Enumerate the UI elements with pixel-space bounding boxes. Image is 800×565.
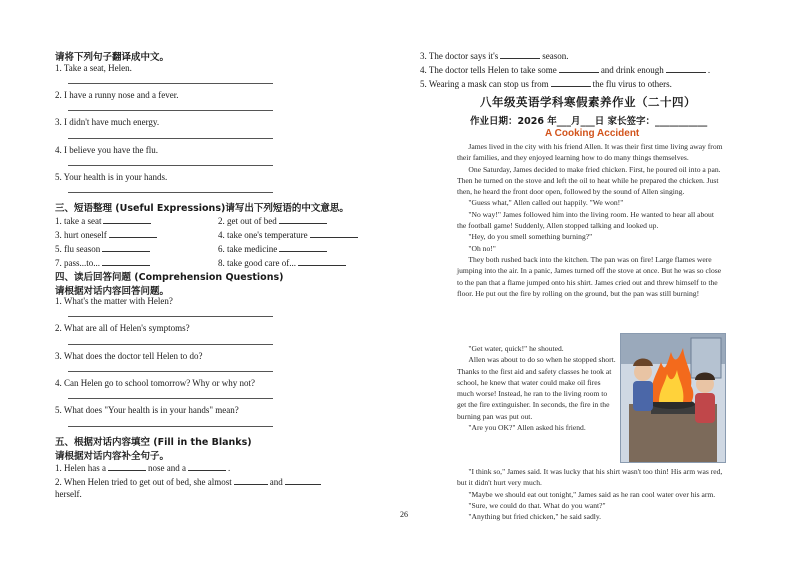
story-paragraph: One Saturday, James decided to make fried chicken. First, he poured oil into a pan. Then he turned on the stove and left the oil to heat while he prepared the chicken. Just then, he heard the front door open, followed by the sound of Allen singing. [457,164,721,197]
fill-sentence-2-cont: herself. [55,489,82,499]
sec4-question-5: 5. What does "Your health is in your hands" mean? [55,405,239,415]
sec1-item-4: 4. I believe you have the flu. [55,145,158,155]
story-title: A Cooking Accident [545,128,640,139]
story-paragraph: "Get water, quick!" he shouted. [468,344,564,353]
answer-line[interactable] [68,138,273,139]
sec1-item-1: 1. Take a seat, Helen. [55,63,132,73]
fill-sentence-4: 4. The doctor tells Helen to take some and drink enough . [420,65,711,75]
kitchen-fire-illustration [620,333,726,463]
date-signature-line: 作业日期：2026 年___月___日 家长签字：___________ [470,116,708,127]
sec1-item-2: 2. I have a runny nose and a fever. [55,90,179,100]
fill-sentence-1: 1. Helen has a nose and a . [55,463,231,473]
story-text-top [457,141,725,299]
story-paragraph: "Anything but fried chicken," he said sadly. [468,512,602,522]
answer-line[interactable] [68,83,273,84]
answer-line[interactable] [68,316,273,317]
story-paragraph: "No way!" James followed him into the living room. He wanted to hear all about the football game! Suddenly, Allen stopped talking and looked up. [457,209,714,231]
phrase-1: 1. take a seat [55,214,153,226]
fill-sentence-3: 3. The doctor says it's season. [420,51,569,61]
story-paragraph: James lived in the city with his friend Allen. It was their first time living away from their families, and they enjoyed learning how to do many things themselves. [457,142,723,163]
answer-line[interactable] [68,192,273,193]
answer-line[interactable] [68,426,273,427]
sec1-title: 请将下列句子翻译成中文。 [55,52,170,63]
story-text-bottom [457,466,725,522]
fill-blank[interactable] [559,63,599,73]
sec4-question-1: 1. What's the matter with Helen? [55,296,173,306]
phrase-8: 8. take good care of... [218,256,348,268]
answer-line[interactable] [68,344,273,345]
story-paragraph: Allen was about to do so when he stopped short. Thanks to the first aid and safety classes he took at school, he knew that water could make oil fires much worse! Instead, he ran to the living room to get the fire extinguisher. In seconds, the fire in the burning pan was put out. [457,355,616,421]
sec1-item-5: 5. Your health is in your hands. [55,172,168,182]
story-paragraph: "Sure, we could do that. What do you want?" [468,500,606,510]
sec4-title: 四、读后回答问题 (Comprehension Questions) [55,272,284,283]
sec3-title: 三、短语整理 (Useful Expressions)请写出下列短语的中文意思。 [55,203,349,214]
story-paragraph: "Guess what," Allen called out happily. "We won!" [468,198,624,208]
sec5-subtitle: 请根据对话内容补全句子。 [55,451,170,462]
phrase-5: 5. flu season [55,242,152,254]
sec5-title: 五、根据对话内容填空 (Fill in the Blanks) [55,437,252,448]
fire-scene-icon [621,334,725,462]
story-text-mid [457,343,617,433]
answer-line[interactable] [68,165,273,166]
story-paragraph: "Are you OK?" Allen asked his friend. [468,423,586,433]
sec4-question-3: 3. What does the doctor tell Helen to do? [55,351,203,361]
sec4-question-2: 2. What are all of Helen's symptoms? [55,323,190,333]
sec4-question-4: 4. Can Helen go to school tomorrow? Why or why not? [55,378,256,388]
fill-blank[interactable] [500,49,540,59]
phrase-2: 2. get out of bed [218,214,329,226]
story-paragraph: They both rushed back into the kitchen. The pan was on fire! Large flames were jumping into the air. In a panic, James turned off the stove at once. But he was so close to the pan that a flame jumped onto his shirt. James cried out and threw himself to the floor. He put out the fire by rolling on the ground, but the pan was still burning! [457,254,722,298]
story-paragraph: "I think so," James said. It was lucky that his shirt wasn't too thin! His arm was red, but it didn't hurt very much. [457,467,723,488]
fill-blank[interactable] [188,461,226,471]
sec1-item-3: 3. I didn't have much energy. [55,117,160,127]
sec4-subtitle: 请根据对话内容回答问题。 [55,286,170,297]
story-paragraph: "Maybe we should eat out tonight," James said as he ran cool water over his arm. [468,489,716,499]
answer-line[interactable] [68,371,273,372]
answer-line[interactable] [68,398,273,399]
fill-blank[interactable] [551,77,591,87]
fill-sentence-2: 2. When Helen tried to get out of bed, she almost and [55,475,323,487]
fill-blank[interactable] [234,475,268,485]
page-number: 26 [400,510,408,519]
fill-blank[interactable] [285,475,321,485]
phrase-3: 3. hurt oneself [55,228,159,240]
story-paragraph: "Hey, do you smell something burning?" [468,232,593,242]
fill-blank[interactable] [666,63,706,73]
phrase-4: 4. take one's temperature [218,228,360,240]
phrase-7: 7. pass...to... [55,256,152,268]
phrase-6: 6. take medicine [218,242,329,254]
story-paragraph: "Oh no!" [468,243,496,253]
homework-title: 八年级英语学科寒假素养作业（二十四） [480,95,696,109]
fill-blank[interactable] [108,461,146,471]
answer-line[interactable] [68,110,273,111]
fill-sentence-5: 5. Wearing a mask can stop us from the flu virus to others. [420,79,672,89]
